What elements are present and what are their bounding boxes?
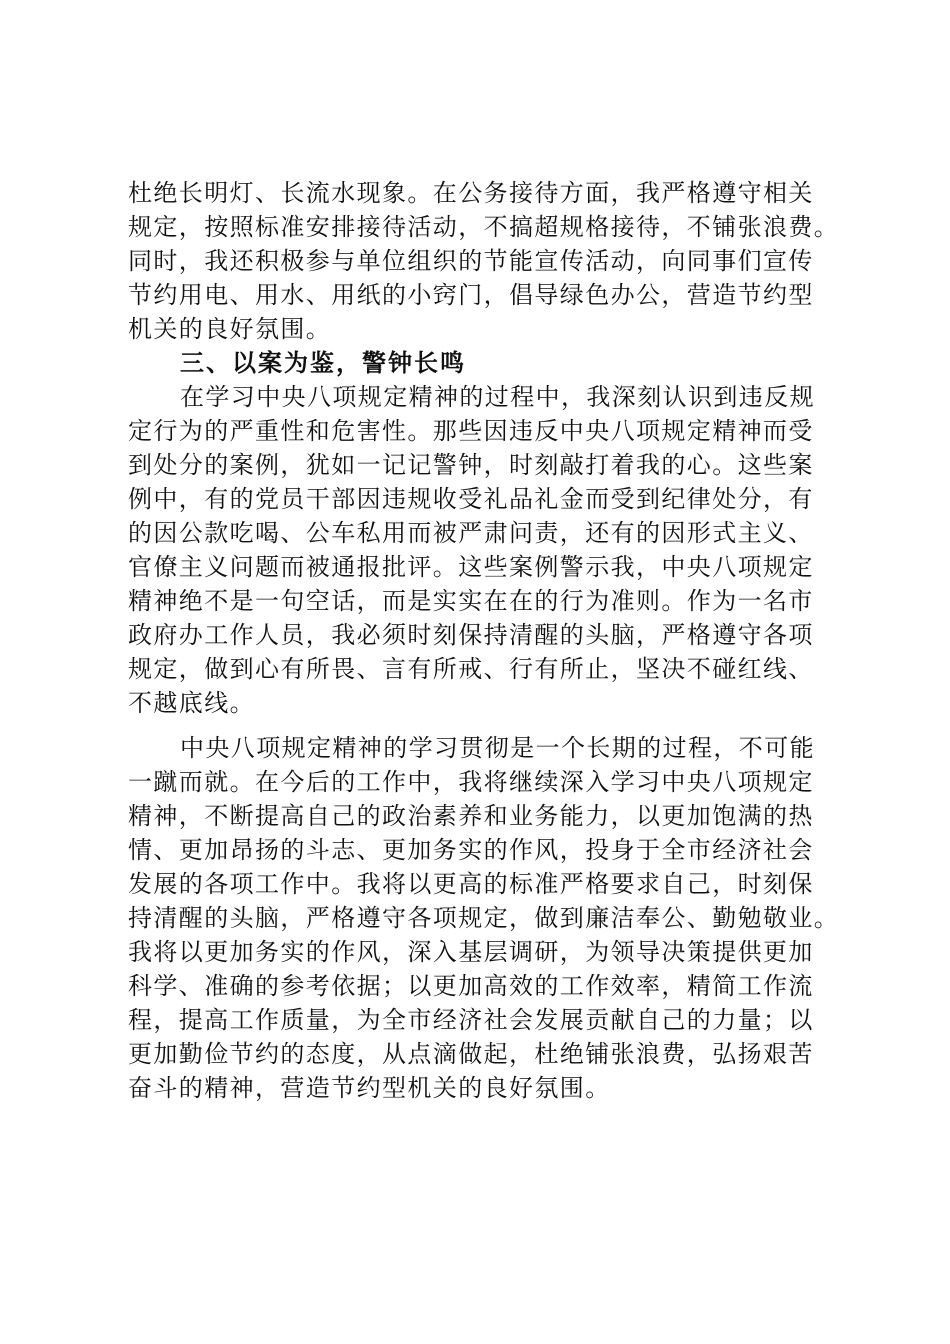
- paragraph-1-line-1: 杜绝长明灯、长流水现象。在公务接待方面，我严格遵守相关: [128, 179, 814, 207]
- paragraph-2-line-2: 定行为的严重性和危害性。那些因违反中央八项规定精神而受: [128, 417, 814, 445]
- paragraph-3-line-4: 情、更加昂扬的斗志、更加务实的作风，投身于全市经济社会: [128, 836, 814, 864]
- paragraph-3-line-6: 持清醒的头脑，严格遵守各项规定，做到廉洁奉公、勤勉敬业。: [128, 904, 840, 932]
- paragraph-2-line-6: 官僚主义问题而被通报批评。这些案例警示我，中央八项规定: [128, 553, 814, 581]
- paragraph-2-line-7: 精神绝不是一句空话，而是实实在在的行为准则。作为一名市: [128, 587, 814, 615]
- paragraph-2-line-3: 到处分的案例，犹如一记记警钟，时刻敲打着我的心。这些案: [128, 451, 814, 479]
- paragraph-2-line-10: 不越底线。: [128, 689, 255, 717]
- paragraph-3-line-10: 更加勤俭节约的态度，从点滴做起，杜绝铺张浪费，弘扬艰苦: [128, 1040, 814, 1068]
- paragraph-1-line-2: 规定，按照标准安排接待活动，不搞超规格接待，不铺张浪费。: [128, 213, 840, 241]
- paragraph-1-line-5: 机关的良好氛围。: [128, 315, 332, 343]
- paragraph-3-line-7: 我将以更加务实的作风，深入基层调研，为领导决策提供更加: [128, 938, 814, 966]
- paragraph-3-line-8: 科学、准确的参考依据；以更加高效的工作效率，精简工作流: [128, 972, 814, 1000]
- paragraph-3-line-9: 程，提高工作质量，为全市经济社会发展贡献自己的力量；以: [128, 1006, 814, 1034]
- paragraph-3-line-5: 发展的各项工作中。我将以更高的标准严格要求自己，时刻保: [128, 870, 814, 898]
- paragraph-2-line-9: 规定，做到心有所畏、言有所戒、行有所止，坚决不碰红线、: [128, 655, 814, 683]
- paragraph-3-line-1: 中央八项规定精神的学习贯彻是一个长期的过程，不可能: [180, 734, 815, 762]
- paragraph-3-line-3: 精神，不断提高自己的政治素养和业务能力，以更加饱满的热: [128, 802, 814, 830]
- paragraph-2-line-5: 的因公款吃喝、公车私用而被严肃问责，还有的因形式主义、: [128, 519, 814, 547]
- paragraph-3-line-11: 奋斗的精神，营造节约型机关的良好氛围。: [128, 1074, 611, 1102]
- paragraph-1-line-3: 同时，我还积极参与单位组织的节能宣传活动，向同事们宣传: [128, 247, 814, 275]
- paragraph-3-line-2: 一蹴而就。在今后的工作中，我将继续深入学习中央八项规定: [128, 768, 814, 796]
- paragraph-2-line-1: 在学习中央八项规定精神的过程中，我深刻认识到违反规: [180, 383, 815, 411]
- paragraph-1-line-4: 节约用电、用水、用纸的小窍门，倡导绿色办公，营造节约型: [128, 281, 814, 309]
- section-heading: 三、以案为鉴，警钟长鸣: [180, 349, 466, 377]
- paragraph-2-line-8: 政府办工作人员，我必须时刻保持清醒的头脑，严格遵守各项: [128, 621, 814, 649]
- paragraph-2-line-4: 例中，有的党员干部因违规收受礼品礼金而受到纪律处分，有: [128, 485, 814, 513]
